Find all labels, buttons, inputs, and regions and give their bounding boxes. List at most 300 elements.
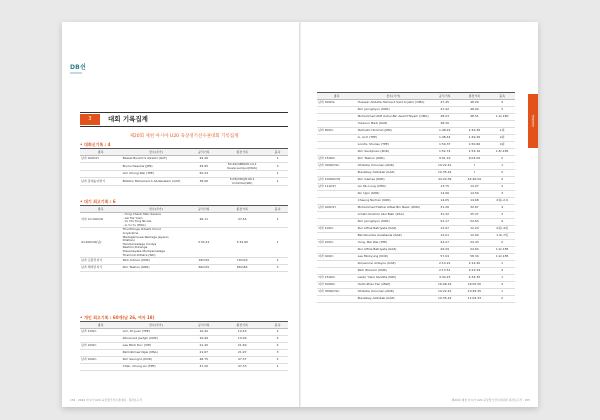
table-cell: 1 bbox=[267, 228, 288, 258]
table-cell: 2위/-2.9 bbox=[489, 198, 515, 205]
table-row bbox=[317, 191, 515, 198]
table-cell: Kim Gamee (KOR) bbox=[357, 177, 430, 184]
table-cell bbox=[317, 247, 357, 254]
table-cell: Lorufa, Shunsu (TPE) bbox=[357, 142, 430, 149]
table-cell: Cheung Nurhan (KOR) bbox=[357, 198, 430, 205]
table-cell bbox=[317, 149, 357, 156]
table-row bbox=[317, 226, 515, 233]
column-header: 종전기록 bbox=[460, 93, 490, 100]
table-cell: 10.99 bbox=[217, 336, 267, 343]
table-cell: 4 bbox=[489, 100, 515, 107]
personal-best-table bbox=[80, 321, 288, 371]
table-cell: 4:34.23 bbox=[430, 275, 460, 282]
table-cell: Bruno Dessina (JPN) bbox=[122, 163, 191, 171]
table-cell: 여자 5000m bbox=[317, 282, 357, 289]
table-cell: Mohammed Fakhal Alfaal Bin Nasir (OMA) bbox=[357, 205, 430, 212]
page-heading: 제20회 제천 아시아 U20 육상경기선수권대회 기록집계 bbox=[129, 134, 239, 139]
table-cell: 24.43 bbox=[460, 240, 490, 247]
table-cell: 2위/-4위 bbox=[489, 226, 515, 233]
table-cell: 21.40 bbox=[190, 343, 217, 350]
records-table bbox=[317, 92, 515, 303]
table-cell: 36.06 bbox=[190, 178, 217, 186]
table-row bbox=[317, 275, 515, 282]
column-header: 종목 bbox=[317, 93, 357, 100]
table-cell: Li, Ai-Yi (TPE) bbox=[357, 135, 430, 142]
table-cell: 1:50.66 bbox=[460, 142, 490, 149]
table-cell: 남자 3000mSC bbox=[317, 163, 357, 170]
table-cell: 3 bbox=[489, 191, 515, 198]
table-row bbox=[80, 163, 288, 171]
table-cell: 여자 4×100mR bbox=[80, 213, 122, 228]
table-cell: 13.75 bbox=[430, 184, 460, 191]
table-cell bbox=[217, 156, 267, 163]
table-cell: 44:24.39 bbox=[430, 177, 460, 184]
table-header-row bbox=[317, 93, 515, 100]
section-title: 대회 기록집계 bbox=[108, 115, 148, 123]
table-cell: 48.29 bbox=[460, 100, 490, 107]
table-cell bbox=[317, 121, 357, 128]
table-cell: Ohikobe Uiroonen (KOR) bbox=[357, 289, 430, 296]
table-cell: ? bbox=[460, 170, 490, 177]
table-cell: Yuksoon Madi (KAZ) bbox=[357, 121, 430, 128]
table-cell: 1:52.74 bbox=[430, 149, 460, 156]
table-cell: 10.42 bbox=[190, 329, 217, 336]
table-cell: 2 bbox=[267, 329, 288, 336]
table-cell: 48.09 bbox=[460, 107, 490, 114]
table-cell bbox=[317, 296, 357, 303]
table-cell bbox=[80, 350, 122, 357]
table-header-row bbox=[80, 322, 288, 329]
table-cell: 1:49.26 bbox=[460, 135, 490, 142]
table-cell: 10:22.41 bbox=[430, 163, 460, 170]
table-cell: 52.63 bbox=[460, 219, 490, 226]
column-header: 풍속 bbox=[267, 206, 288, 213]
table-cell bbox=[317, 170, 357, 177]
table-cell: 14.59 bbox=[460, 191, 490, 198]
table-row bbox=[317, 219, 515, 226]
table-cell: 24.60 bbox=[460, 247, 490, 254]
table-cell: 남자 10000mW bbox=[317, 177, 357, 184]
table-cell: 남자 장대높이뛰기 bbox=[80, 178, 122, 186]
table-cell: 16:05.50 bbox=[460, 282, 490, 289]
document-spread bbox=[62, 22, 538, 407]
table-cell: Lim Chung Wei (TPE) bbox=[122, 171, 191, 178]
table-cell: 남자 200m bbox=[80, 343, 122, 350]
table-cell: 32.67 bbox=[460, 205, 490, 212]
table-cell: 5.05(DRI)(8.09.1 Colombo(SRI) bbox=[217, 178, 267, 186]
table-row bbox=[80, 350, 288, 357]
table-cell: 12.01 bbox=[430, 233, 460, 240]
table-row bbox=[317, 289, 515, 296]
table-cell: 남자 110mH bbox=[317, 184, 357, 191]
table-cell: 1 bbox=[267, 156, 288, 163]
table-cell bbox=[489, 121, 515, 128]
table-cell: 3 bbox=[267, 163, 288, 171]
table-cell: 남자 100m bbox=[80, 329, 122, 336]
column-header: 선수(국가) bbox=[122, 322, 191, 329]
table-cell: 66m84 bbox=[217, 265, 267, 272]
column-header: 풍속 bbox=[267, 149, 288, 156]
table-cell: 4 bbox=[489, 219, 515, 226]
table-cell: 10:49.35 bbox=[460, 289, 490, 296]
table-row bbox=[80, 156, 288, 163]
table-row bbox=[317, 128, 515, 135]
table-row bbox=[80, 357, 288, 364]
table-cell: 2 bbox=[489, 170, 515, 177]
column-header: 종목 bbox=[80, 149, 122, 156]
table-cell: 4위 bbox=[489, 142, 515, 149]
table-cell: 2 bbox=[489, 156, 515, 163]
table-cell bbox=[317, 268, 357, 275]
table-cell bbox=[317, 114, 357, 121]
table-cell: Wonwuod Jaehjin (KOR) bbox=[122, 336, 191, 343]
table-cell: Kim Seung'ul (KOR) bbox=[122, 357, 191, 364]
table-cell: 35.37 bbox=[460, 212, 490, 219]
table-cell: 여자 200m bbox=[317, 240, 357, 247]
table-cell: 2:23.29 bbox=[460, 268, 490, 275]
table-row bbox=[317, 184, 515, 191]
table-row bbox=[80, 213, 288, 228]
chapter-tab: 대회결과 bbox=[528, 94, 538, 148]
table-row bbox=[80, 364, 288, 371]
table-cell: 46.75 bbox=[190, 357, 217, 364]
table-cell bbox=[317, 142, 357, 149]
table-cell: 57.04 bbox=[430, 254, 460, 261]
table-cell: 10:35.44 bbox=[430, 296, 460, 303]
table-cell: Kin Ujjin (KOR) bbox=[357, 191, 430, 198]
table-cell: Thurithinge Odeshi Vinod Ariyaratne Madagamuwa Remage Jayasin Dilshani Handunwelage Vindya Rashmi Dilranga Dissanayake Mudiyanselage Thamodi Dilhara (SRI) bbox=[122, 228, 191, 258]
table-cell: 1.9/-180 bbox=[489, 114, 515, 121]
table-cell: 1 bbox=[489, 275, 515, 282]
table-cell: Bolbbin Mohamed A Abdelsalam (QAT) bbox=[122, 178, 191, 186]
table-cell: 10.43 bbox=[217, 329, 267, 336]
table-cell: 31.32 bbox=[430, 212, 460, 219]
table-cell: Park Woonim (KOR) bbox=[357, 268, 430, 275]
section-number: 3 bbox=[80, 114, 100, 125]
right-footer: 제20회 제천 아시아 U20 육상경기선수권대회 결과보고서 · 155 bbox=[451, 398, 530, 402]
table-cell: 10.99 bbox=[190, 336, 217, 343]
table-cell: 58.34 bbox=[460, 254, 490, 261]
table-cell: 1:48.22 bbox=[430, 128, 460, 135]
left-footer: 154 · 2024 아시아 U20 육상경기선수권대회 · 결과보고서 bbox=[70, 398, 142, 402]
table-cell: Lim, Po Juan (TPE) bbox=[122, 329, 191, 336]
table-row bbox=[317, 100, 515, 107]
logo-text: DB쉰 bbox=[70, 64, 86, 71]
table-row bbox=[80, 171, 288, 178]
table-cell: 50.42(QBR)06.14.1 Kuala Lumpur(MAS) bbox=[217, 163, 267, 171]
table-cell: 14.05 bbox=[430, 198, 460, 205]
column-header: 풍속 bbox=[267, 322, 288, 329]
table-cell bbox=[317, 261, 357, 268]
table-cell: Yadih Zhao Fen (MGP) bbox=[357, 282, 430, 289]
table-cell: 1.9/-185 bbox=[489, 247, 515, 254]
table-cell: 남자 400mL bbox=[317, 100, 357, 107]
table-cell bbox=[460, 121, 490, 128]
column-header: 선수(국가) bbox=[357, 93, 430, 100]
table-cell: 여자 3000mSC bbox=[317, 289, 357, 296]
table-cell: 1 bbox=[489, 289, 515, 296]
table-cell: 여자 400m bbox=[317, 254, 357, 261]
table-row bbox=[317, 156, 515, 163]
table-cell: 9:01.19 bbox=[430, 156, 460, 163]
table-cell: Tachiako Hiromot (JPN) bbox=[357, 128, 430, 135]
table-cell: Chan, Chung Ao (TPE) bbox=[122, 364, 191, 371]
table-cell: 12.97 bbox=[430, 226, 460, 233]
table-row bbox=[317, 282, 515, 289]
table-cell: Koneenovi Aldayou (KAZ) bbox=[357, 261, 430, 268]
table-cell: 2 bbox=[267, 258, 288, 265]
table-cell: 2 bbox=[489, 240, 515, 247]
asia-record-table bbox=[80, 205, 288, 272]
table-cell: 3 bbox=[489, 184, 515, 191]
column-header: 공식기록 bbox=[190, 322, 217, 329]
table-row bbox=[317, 268, 515, 275]
table-cell: 12.09 bbox=[460, 233, 490, 240]
table-cell: 3 bbox=[489, 107, 515, 114]
table-cell: 18m09 bbox=[190, 258, 217, 265]
table-row bbox=[317, 107, 515, 114]
table-cell: 2 bbox=[267, 357, 288, 364]
table-cell: 49.26 bbox=[190, 156, 217, 163]
table-cell: Lee Minh Duc (VIE) bbox=[122, 343, 191, 350]
table-cell: 47.33 bbox=[217, 364, 267, 371]
table-row bbox=[317, 177, 515, 184]
table-cell: 4 bbox=[489, 177, 515, 184]
column-header: 공식기록 bbox=[190, 206, 217, 213]
table-cell: 4×400mR(남) bbox=[80, 228, 122, 258]
table-cell: 남자 포환던지기 bbox=[80, 258, 122, 265]
table-cell: Lin Mu Lung (CHN) bbox=[357, 184, 430, 191]
table-cell: 50.24 bbox=[190, 171, 217, 178]
table-cell: 4 bbox=[267, 336, 288, 343]
table-cell: 2:13.51 bbox=[430, 268, 460, 275]
table-cell bbox=[317, 233, 357, 240]
table-cell: 2:10.22 bbox=[430, 261, 460, 268]
table-cell: 1.9/-7위 bbox=[489, 233, 515, 240]
column-header: 종전기록 bbox=[217, 149, 267, 156]
table-cell: 47.20 bbox=[190, 364, 217, 371]
table-cell: ? bbox=[460, 163, 490, 170]
right-page bbox=[301, 22, 538, 407]
table-row bbox=[317, 296, 515, 303]
table-row bbox=[317, 114, 515, 121]
group1-title: • 대회신기록 : 4 bbox=[80, 142, 111, 147]
table-row bbox=[317, 198, 515, 205]
table-cell: 1:50.37 bbox=[430, 142, 460, 149]
table-cell bbox=[317, 107, 357, 114]
table-cell: Park Sihoon (KOR) bbox=[122, 258, 191, 265]
column-header: 선수(국가) bbox=[122, 149, 191, 156]
table-cell: 18m03 bbox=[217, 258, 267, 265]
table-cell: Amato Ibrahim Abu Bakr (KSA) bbox=[357, 212, 430, 219]
table-row bbox=[317, 121, 515, 128]
table-row bbox=[317, 149, 515, 156]
table-row bbox=[317, 205, 515, 212]
table-cell: 3 bbox=[489, 212, 515, 219]
table-cell bbox=[317, 135, 357, 142]
table-cell: 3:34.90 bbox=[217, 228, 267, 258]
table-cell: 1.9/-185 bbox=[489, 254, 515, 261]
table-cell: 12.20 bbox=[460, 226, 490, 233]
table-cell bbox=[80, 364, 122, 371]
table-cell: 24.27 bbox=[430, 240, 460, 247]
table-cell: 남자 1500m bbox=[317, 156, 357, 163]
table-cell bbox=[80, 163, 122, 171]
table-row bbox=[317, 261, 515, 268]
column-header: 종목 bbox=[80, 206, 122, 213]
column-header: 선수(국가) bbox=[122, 206, 191, 213]
table-cell: 1 bbox=[267, 178, 288, 186]
meet-record-table bbox=[80, 148, 288, 186]
table-cell: 14.68 bbox=[460, 198, 490, 205]
table-cell: 31.26 bbox=[430, 205, 460, 212]
table-cell: 1.8/-185 bbox=[489, 149, 515, 156]
logo bbox=[70, 62, 86, 74]
table-cell: Kim Jeonghyun (KOR) bbox=[357, 107, 430, 114]
table-cell: 1 bbox=[489, 163, 515, 170]
table-cell: Bunelbey Aldisbek (KAZ) bbox=[357, 170, 430, 177]
table-cell: Ohikobe Uiroonen (KOR) bbox=[357, 163, 430, 170]
table-row bbox=[80, 336, 288, 343]
table-cell: 21.97 bbox=[217, 350, 267, 357]
table-cell: 21.69 bbox=[217, 343, 267, 350]
table-cell: Kim Taehun (KOR) bbox=[357, 156, 430, 163]
table-cell: 1:54.16 bbox=[460, 149, 490, 156]
table-cell: 2:14.40 bbox=[460, 261, 490, 268]
table-row bbox=[317, 247, 515, 254]
table-cell: 남자 400mH bbox=[317, 205, 357, 212]
table-cell bbox=[80, 336, 122, 343]
table-cell: 남자 400m bbox=[80, 357, 122, 364]
table-cell bbox=[317, 219, 357, 226]
column-header: 종목 bbox=[80, 322, 122, 329]
table-cell: 66m09 bbox=[190, 265, 217, 272]
table-cell: Yung, Mei Wei (TPE) bbox=[357, 240, 430, 247]
table-row bbox=[317, 142, 515, 149]
table-cell bbox=[80, 171, 122, 178]
table-cell: 2위 bbox=[489, 135, 515, 142]
table-cell: 1:49.36 bbox=[460, 128, 490, 135]
table-row bbox=[317, 170, 515, 177]
table-cell: 48.23 bbox=[430, 114, 460, 121]
table-cell: 1위 bbox=[489, 128, 515, 135]
table-row bbox=[80, 178, 288, 186]
table-cell: Mohammed Atifi Ashur-Bin Awad Hityam (OMA) bbox=[357, 114, 430, 121]
table-cell: 4 bbox=[489, 268, 515, 275]
table-cell: 3 bbox=[267, 265, 288, 272]
table-cell: 47.45 bbox=[430, 100, 460, 107]
table-row bbox=[317, 254, 515, 261]
column-header: 종전기록 bbox=[217, 322, 267, 329]
table-cell: Nur Alfina Batriyata (KAZ) bbox=[357, 247, 430, 254]
table-row bbox=[317, 240, 515, 247]
table-cell: 44:46.09 bbox=[460, 177, 490, 184]
column-header: 공식기록 bbox=[430, 93, 460, 100]
table-cell: 47.37 bbox=[217, 357, 267, 364]
table-cell: 남자 800m bbox=[317, 128, 357, 135]
table-cell: Hussein Abdalla Hamoud Said Al Jabri (OMA) bbox=[357, 100, 430, 107]
table-row bbox=[317, 163, 515, 170]
table-cell: Barnikovoila Anastasiia (KAZ) bbox=[357, 233, 430, 240]
table-cell: 46.11 bbox=[190, 213, 217, 228]
table-row bbox=[317, 233, 515, 240]
table-cell: 1 bbox=[489, 261, 515, 268]
table-cell: 4:34.30 bbox=[460, 275, 490, 282]
table-cell: 26.29 bbox=[430, 247, 460, 254]
table-cell: 3:34.41 bbox=[190, 228, 217, 258]
table-cell: 1:48.44 bbox=[430, 135, 460, 142]
table-cell: 14.07 bbox=[460, 184, 490, 191]
table-cell: Kim Taehun (KOR) bbox=[122, 265, 191, 272]
group2-title: • 대기 최고기록 : 6 bbox=[80, 199, 116, 204]
table-cell: 남자 해머던지기 bbox=[80, 265, 122, 272]
table-cell: 1 bbox=[267, 213, 288, 228]
group3-title: • 개인 최고기록 : 60개(남 26, 여자 18) bbox=[80, 315, 155, 320]
table-cell: 10:22.41 bbox=[430, 289, 460, 296]
table-row bbox=[80, 329, 288, 336]
table-row bbox=[80, 228, 288, 258]
table-cell: 21.67 bbox=[190, 350, 217, 357]
column-header: 종전기록 bbox=[217, 206, 267, 213]
table-header-row bbox=[80, 206, 288, 213]
table-cell bbox=[317, 191, 357, 198]
table-cell bbox=[317, 212, 357, 219]
table-header-row bbox=[80, 149, 288, 156]
table-row bbox=[317, 135, 515, 142]
column-header: 공식기록 bbox=[190, 149, 217, 156]
table-cell: 16:06.29 bbox=[430, 282, 460, 289]
table-row bbox=[317, 212, 515, 219]
table-cell: 1 bbox=[267, 364, 288, 371]
table-cell bbox=[317, 198, 357, 205]
table-cell: 10:35.44 bbox=[430, 170, 460, 177]
table-cell: Kim Jeonghyun (KOR) bbox=[357, 219, 430, 226]
left-page bbox=[62, 22, 299, 407]
table-cell: 52.17 bbox=[430, 219, 460, 226]
table-cell: 여자 100m bbox=[317, 226, 357, 233]
table-cell: Palmikimaw Ngai (MGL) bbox=[122, 350, 191, 357]
table-cell: 2 bbox=[489, 296, 515, 303]
table-cell: 11:04.33 bbox=[460, 296, 490, 303]
table-cell: 48.30 bbox=[430, 121, 460, 128]
table-cell: 여자 1500m bbox=[317, 275, 357, 282]
table-cell: Bunelbey Aldisbek (KAZ) bbox=[357, 296, 430, 303]
table-cell: 남자 400mH bbox=[80, 156, 122, 163]
table-row bbox=[80, 343, 288, 350]
table-cell: 9:04.09 bbox=[460, 156, 490, 163]
table-cell: Bassel Bouzid S Alkatiri (QAT) bbox=[122, 156, 191, 163]
table-row bbox=[80, 258, 288, 265]
table-cell: 47.44 bbox=[217, 213, 267, 228]
section-header bbox=[80, 112, 288, 127]
table-cell: 49.95 bbox=[190, 163, 217, 171]
table-cell: Kim Seokjinwo (KOR) bbox=[357, 149, 430, 156]
table-row bbox=[80, 265, 288, 272]
table-cell: 3 bbox=[267, 350, 288, 357]
column-header: 풍속 bbox=[489, 93, 515, 100]
table-cell: 14.06 bbox=[430, 191, 460, 198]
table-cell bbox=[217, 171, 267, 178]
table-cell: Lasilu Yiwol Sandita (IND) bbox=[357, 275, 430, 282]
table-cell: 48.51 bbox=[460, 114, 490, 121]
table-cell: 4 bbox=[489, 205, 515, 212]
table-cell: 4 bbox=[489, 282, 515, 289]
table-cell: 1 bbox=[267, 171, 288, 178]
table-cell: Lee Minkyung (KOR) bbox=[357, 254, 430, 261]
table-cell: Nur Alfina Batriyata (KAZ) bbox=[357, 226, 430, 233]
table-cell: 4 bbox=[267, 343, 288, 350]
table-cell: 47.42 bbox=[430, 107, 460, 114]
